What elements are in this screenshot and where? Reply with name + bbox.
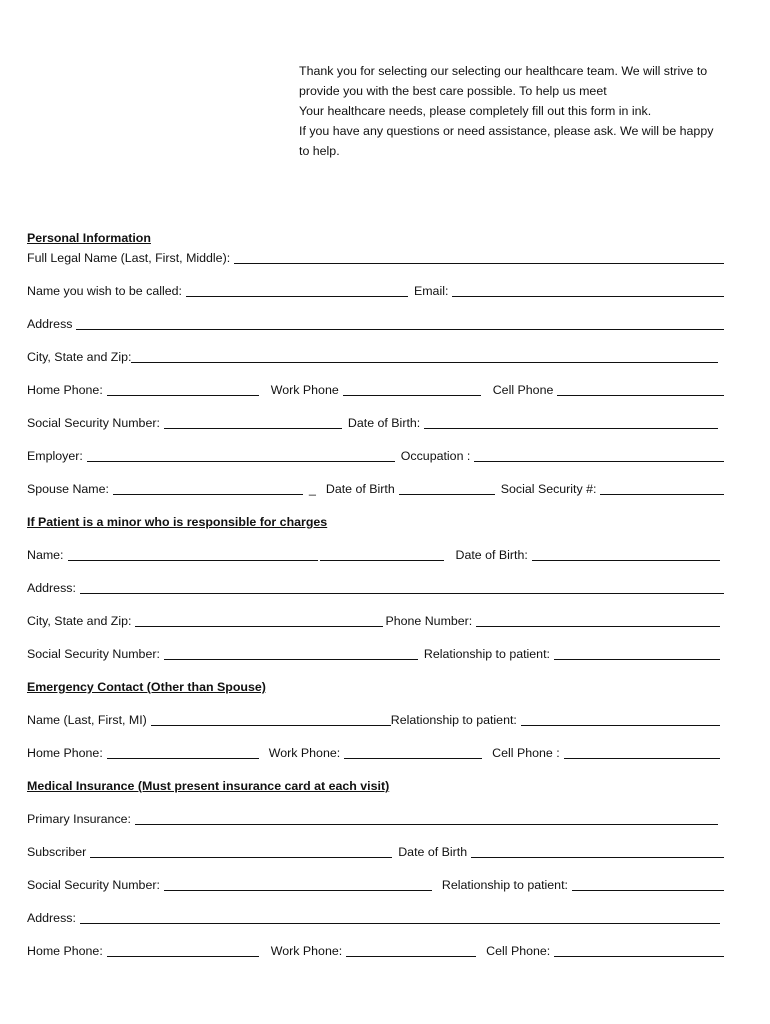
minor-address-label: Address: (27, 581, 76, 595)
insurance-address-row (27, 906, 724, 926)
phones-row (27, 378, 724, 398)
insurance-work-phone-label: Work Phone: (270, 944, 343, 958)
dob-label: Date of Birth: (347, 416, 421, 430)
home-phone-label: Home Phone: (27, 383, 103, 397)
city-field[interactable] (131, 348, 718, 363)
emergency-name-row (27, 708, 724, 728)
employer-label: Employer: (27, 449, 83, 463)
subscriber-label: Subscriber (27, 845, 87, 859)
insurance-relationship-field[interactable] (572, 876, 724, 891)
minor-address-field[interactable] (80, 579, 724, 594)
emergency-relationship-field[interactable] (521, 711, 720, 726)
section-heading-emergency: Emergency Contact (Other than Spouse) (27, 680, 266, 694)
emergency-home-phone-label: Home Phone: (27, 746, 103, 760)
insurance-cell-phone-label: Cell Phone: (486, 944, 551, 958)
minor-dob-field[interactable] (532, 546, 720, 561)
intro-line: provide you with the best care possible. To help us meet (299, 84, 607, 98)
spouse-ssn-label: Social Security #: (500, 482, 597, 496)
insurance-home-phone-label: Home Phone: (27, 944, 103, 958)
primary-insurance-row (27, 807, 724, 827)
insurance-ssn-field[interactable] (164, 876, 432, 891)
section-heading-minor: If Patient is a minor who is responsible for charges (27, 515, 328, 529)
address-row (27, 312, 724, 332)
minor-heading-row (27, 510, 724, 530)
emergency-cell-phone-field[interactable] (564, 744, 720, 759)
section-heading-insurance: Medical Insurance (Must present insurance card at each visit) (27, 779, 390, 793)
subscriber-row (27, 840, 724, 860)
minor-dob-label: Date of Birth: (455, 548, 528, 562)
insurance-work-phone-field[interactable] (346, 942, 476, 957)
work-phone-label: Work Phone (270, 383, 339, 397)
intro-line: to help. (299, 144, 340, 158)
subscriber-field[interactable] (90, 843, 392, 858)
full-name-row (27, 246, 724, 266)
insurance-ssn-row (27, 873, 724, 893)
emergency-heading-row (27, 675, 724, 695)
called-email-row (27, 279, 724, 299)
intro-paragraph (299, 61, 739, 161)
email-field[interactable] (452, 282, 724, 297)
work-phone-field[interactable] (343, 381, 481, 396)
insurance-phones-row (27, 939, 724, 959)
minor-phone-field[interactable] (476, 612, 720, 627)
emergency-name-field[interactable] (151, 711, 391, 726)
address-field[interactable] (76, 315, 724, 330)
cell-phone-field[interactable] (557, 381, 724, 396)
emergency-home-phone-field[interactable] (107, 744, 259, 759)
insurance-address-field[interactable] (80, 909, 720, 924)
spouse-name-label: Spouse Name: (27, 482, 109, 496)
subscriber-dob-label: Date of Birth (398, 845, 468, 859)
minor-relationship-field[interactable] (554, 645, 720, 660)
minor-relationship-label: Relationship to patient: (423, 647, 550, 661)
emergency-phones-row (27, 741, 724, 761)
spouse-row (27, 477, 724, 497)
minor-address-row (27, 576, 724, 596)
insurance-home-phone-field[interactable] (107, 942, 259, 957)
section-heading-personal: Personal Information (27, 231, 151, 245)
ssn-dob-row (27, 411, 724, 431)
subscriber-dob-field[interactable] (471, 843, 724, 858)
emergency-name-label: Name (Last, First, MI) (27, 713, 147, 727)
minor-name-label: Name: (27, 548, 64, 562)
spouse-ssn-field[interactable] (600, 480, 724, 495)
city-label: City, State and Zip: (27, 350, 132, 364)
preferred-name-label: Name you wish to be called: (27, 284, 182, 298)
ssn-field[interactable] (164, 414, 342, 429)
city-row (27, 345, 724, 365)
spouse-dob-label: Date of Birth (325, 482, 395, 496)
intro-line: If you have any questions or need assistance, please ask. We will be happy (299, 124, 714, 138)
employer-field[interactable] (87, 447, 395, 462)
cell-phone-label: Cell Phone (492, 383, 554, 397)
full-name-field[interactable] (234, 249, 724, 264)
minor-ssn-label: Social Security Number: (27, 647, 160, 661)
occupation-label: Occupation : (400, 449, 471, 463)
email-label: Email: (413, 284, 449, 298)
emergency-relationship-label: Relationship to patient: (390, 713, 517, 727)
ssn-label: Social Security Number: (27, 416, 160, 430)
minor-city-row (27, 609, 724, 629)
spouse-dob-field[interactable] (399, 480, 495, 495)
occupation-field[interactable] (474, 447, 724, 462)
insurance-address-label: Address: (27, 911, 76, 925)
minor-name-field[interactable] (68, 546, 318, 561)
preferred-name-field[interactable] (186, 282, 408, 297)
emergency-work-phone-field[interactable] (344, 744, 482, 759)
insurance-relationship-label: Relationship to patient: (441, 878, 568, 892)
minor-ssn-row (27, 642, 724, 662)
address-label: Address (27, 317, 73, 331)
personal-info-heading-row (27, 226, 724, 246)
full-name-label: Full Legal Name (Last, First, Middle): (27, 251, 231, 265)
minor-phone-label: Phone Number: (385, 614, 473, 628)
insurance-ssn-label: Social Security Number: (27, 878, 160, 892)
minor-name-row (27, 543, 724, 563)
minor-city-label: City, State and Zip: (27, 614, 132, 628)
home-phone-field[interactable] (107, 381, 259, 396)
employer-row (27, 444, 724, 464)
insurance-heading-row (27, 774, 724, 794)
insurance-cell-phone-field[interactable] (554, 942, 724, 957)
spouse-name-field[interactable] (113, 480, 303, 495)
primary-insurance-field[interactable] (135, 810, 718, 825)
primary-insurance-label: Primary Insurance: (27, 812, 131, 826)
dob-field[interactable] (424, 414, 718, 429)
minor-ssn-field[interactable] (164, 645, 418, 660)
intro-line: Thank you for selecting our selecting our healthcare team. We will strive to (299, 64, 708, 78)
minor-city-field[interactable] (135, 612, 383, 627)
emergency-cell-phone-label: Cell Phone : (492, 746, 560, 760)
emergency-work-phone-label: Work Phone: (268, 746, 341, 760)
spouse-underscore: _ (308, 482, 316, 496)
minor-name-field-extra[interactable] (320, 546, 444, 561)
intro-line: Your healthcare needs, please completely fill out this form in ink. (299, 104, 652, 118)
